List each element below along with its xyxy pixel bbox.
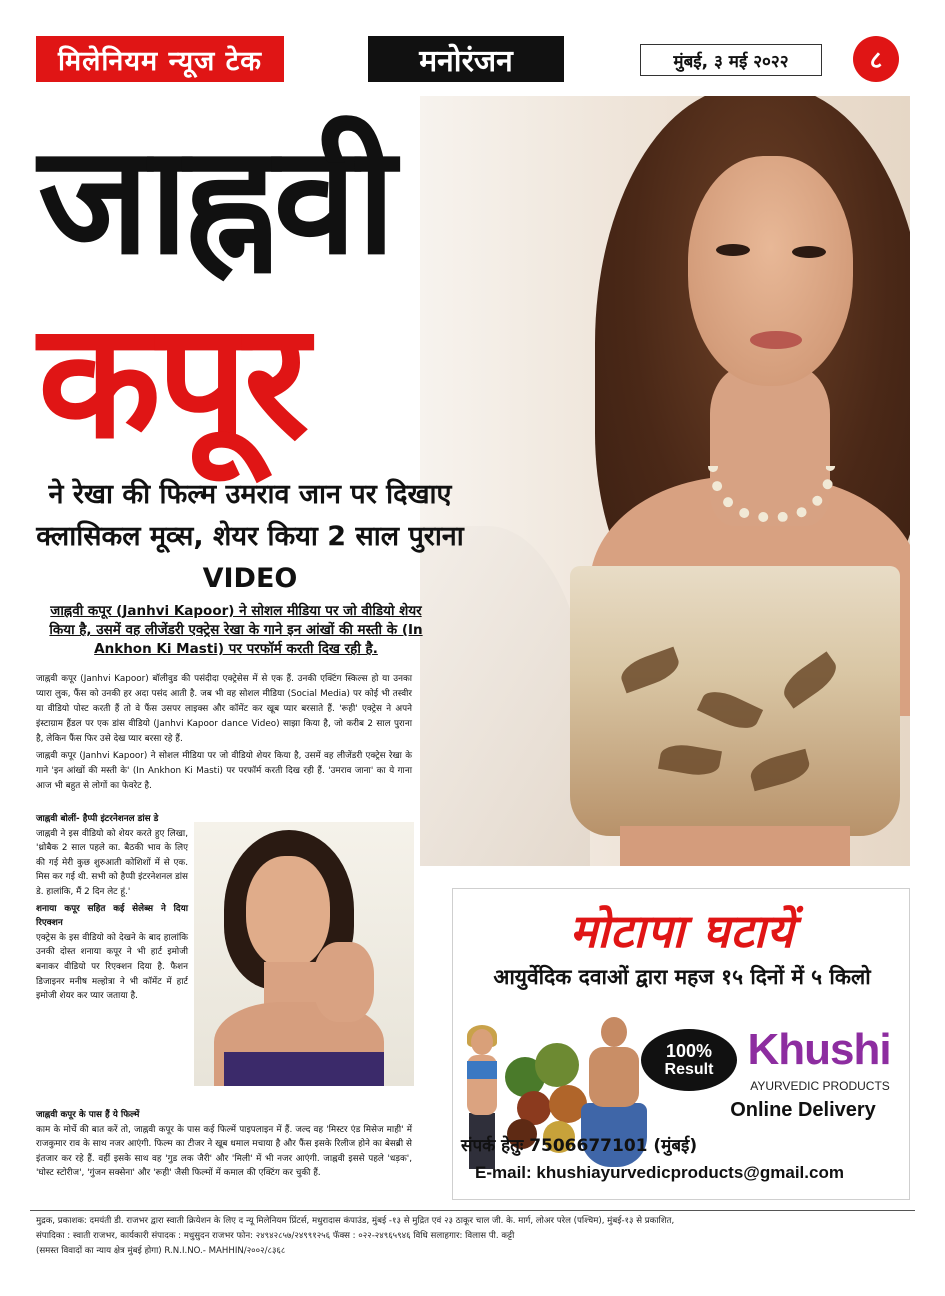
article-paragraph: जाह्नवी कपूर (Janhvi Kapoor) बॉलीवुड की पसंदीदा एक्ट्रेसेस में से एक हैं. उनकी एक्टिंग स्किल्स हो या उनका प्यारा लुक, फैंस को उनकी हर अदा पसंद आती है. जब भी वह सोशल मीडिया (Social Media) पर कोई भी तस्वीर या वीडियो पोस्ट करती हैं तो वे फैंस उसपर लाइक्स और कॉमेंट कर खूब प्यार बरसाते हैं. 'रूही' एक्ट्रेस ने अपने इंस्टाग्राम हैंडल पर एक डांस वीडियो (Janhvi Kapoor dance Video) साझा किया है, जो करीब 2 साल पुराना है, लेकिन फैंस फिर उसे देख प्यार बरसा रहे हैं. [36, 674, 412, 744]
ad-woman-top [467, 1061, 497, 1079]
article-paragraph: काम के मोर्चे की बात करें तो, जाह्नवी कपूर के पास कई फिल्में पाइपलाइन में हैं. जल्द वह 'मिस्टर एंड मिसेज माही' में राजकुमार राव के साथ नजर आएंगी. फिल्म का टीजर ने खूब धमाल मचाया है और फैंस इसके रिलीज होने का बेसब्री से इंतजार कर रहे हैं. वहीं इसके साथ वह 'गुड लक जैरी' और 'मिली' में भी नजर आएंगी. जाह्नवी इससे पहले 'धड़क', 'घोस्ट स्टोरीज', 'गुंजन सक्सेना' और 'रूही' जैसी फिल्मों में कमाल की एक्टिंग कर चुकी हैं. [36, 1124, 412, 1179]
article-paragraph: जाह्नवी ने इस वीडियो को शेयर करते हुए लिखा, 'थ्रोबैक 2 साल पहले का. बैठकी भाव के लिए की गई मेरी कुछ शुरुआती कोशिशों में से एक. मिस कर गई थी. सभी को हैप्पी इंटरनेशनल डांस डे. हालांकि, मैं 2 दिन लेट हूं.' [36, 828, 188, 897]
footer-divider [30, 1210, 915, 1211]
article-subhead: जाह्नवी बोलीं- हैप्पी इंटरनेशनल डांस डे [36, 814, 159, 824]
inset-top [224, 1052, 384, 1086]
article-subhead: जाह्नवी कपूर के पास हैं ये फिल्में [36, 1110, 140, 1120]
ad-contact-email: E-mail: khushiayurvedicproducts@gmail.com [475, 1163, 844, 1182]
ad-contact-phone: संपर्क हेतुः 7506677101 (मुंबई) [461, 1136, 698, 1156]
ad-man-head [601, 1017, 627, 1047]
print-imprint [36, 1214, 908, 1259]
ad-subtitle: आयुर्वेदिक दवाओं द्वारा महज १५ दिनों में ५ किलो [493, 965, 871, 989]
result-badge-word: Result [664, 1061, 714, 1078]
article-body-top [36, 672, 412, 796]
article-column-narrow [36, 812, 188, 1006]
ad-title: मोटापा घटायें [569, 904, 795, 958]
masthead: मिलेनियम न्यूज टेक [36, 36, 284, 82]
photo-midriff [620, 826, 850, 866]
section-label: मनोरंजन [368, 36, 564, 82]
ad-man-body [589, 1047, 639, 1107]
issue-date: मुंबई, ३ मई २०२२ [640, 44, 822, 76]
photo-eye-right [792, 246, 826, 258]
ad-woman-head [471, 1029, 493, 1055]
inset-photo [194, 822, 414, 1086]
headline-line-2: कपूर [38, 287, 306, 474]
photo-eye-left [716, 244, 750, 256]
brand-logo: Khushi [747, 1025, 891, 1074]
lead-paragraph: जाह्नवी कपूर (Janhvi Kapoor) ने सोशल मीडिया पर जो वीडियो शेयर किया है, उसमें वह लीजेंडरी एक्ट्रेस रेखा के गाने इन आंखों की मस्ती के (In Ankhon Ki Masti) पर परफॉर्म करती दिख रही है. [49, 603, 423, 657]
subheadline: ने रेखा की फिल्म उमराव जान पर दिखाए क्लासिकल मूव्स, शेयर किया 2 साल पुराना VIDEO [36, 479, 464, 594]
result-badge [641, 1029, 737, 1091]
article-subhead: शनाया कपूर सहित कई सेलेब्स ने दिया रिएक्शन [36, 903, 188, 929]
result-badge-percent: 100% [665, 1041, 713, 1061]
headline-line-1: जाह्नवी [38, 114, 392, 288]
inset-hand [314, 942, 374, 1022]
article-paragraph: जाह्नवी कपूर (Janhvi Kapoor) ने सोशल मीडिया पर जो वीडियो शेयर किया है, उसमें वह लीजेंडरी एक्ट्रेस रेखा के गाने 'इन आंखों की मस्ती के' (In Ankhon Ki Masti) पर परफॉर्म करती दिख रही हैं. 'उमराव जाना' का ये गाना आज भी बहुत से लोगों का फेवरेट है. [36, 751, 412, 791]
imprint-line: संपादिका : स्वाती राजभर, कार्यकारी संपादक : मधुसुदन राजभर फोन: २४९४२८५७/२४९९१२५६ फॅक्स : ०२२-२४९६५९४६ विधि सलाहगार: विलास पी. कट्टी [36, 1231, 515, 1241]
advertisement [452, 888, 910, 1200]
brand-tagline: AYURVEDIC PRODUCTS [750, 1079, 890, 1093]
online-delivery-label: Online Delivery [730, 1099, 876, 1121]
article-paragraph: एक्ट्रेस के इस वीडियो को देखने के बाद हालांकि उनकी दोस्त शनाया कपूर ने भी हार्ट इमोजी बनाकर वीडियो पर रिएक्शन दिया है. फैशन डिजाइनर मनीष मल्होत्रा ने भी कॉमेंट में हार्ट इमोजी शेयर कर प्यार जताया है. [36, 932, 188, 1002]
photo-face [688, 156, 853, 386]
page-number-badge: ८ [853, 36, 899, 82]
inset-face [246, 856, 330, 968]
ad-herb [535, 1043, 579, 1087]
photo-lips [750, 331, 802, 349]
imprint-line: मुद्रक, प्रकाशक: दमयंती डी. राजभर द्वारा स्वाती क्रियेशन के लिए द न्यू मिलेनियम प्रिंटर्स, मधुरादास कंपाउंड, मुंबई -१३ से मुद्रित एवं २३ ठाकूर चाल जी. के. मार्ग, लोअर परेल (पश्चिम), मुंबई-१३ से प्रकाशित, [36, 1216, 675, 1226]
imprint-line: (समस्त विवादों का न्याय क्षेत्र मुंबई होगा) R.N.I.NO.- MAHHIN/२००२/८३६८ [36, 1246, 286, 1256]
article-body-bottom [36, 1108, 412, 1181]
